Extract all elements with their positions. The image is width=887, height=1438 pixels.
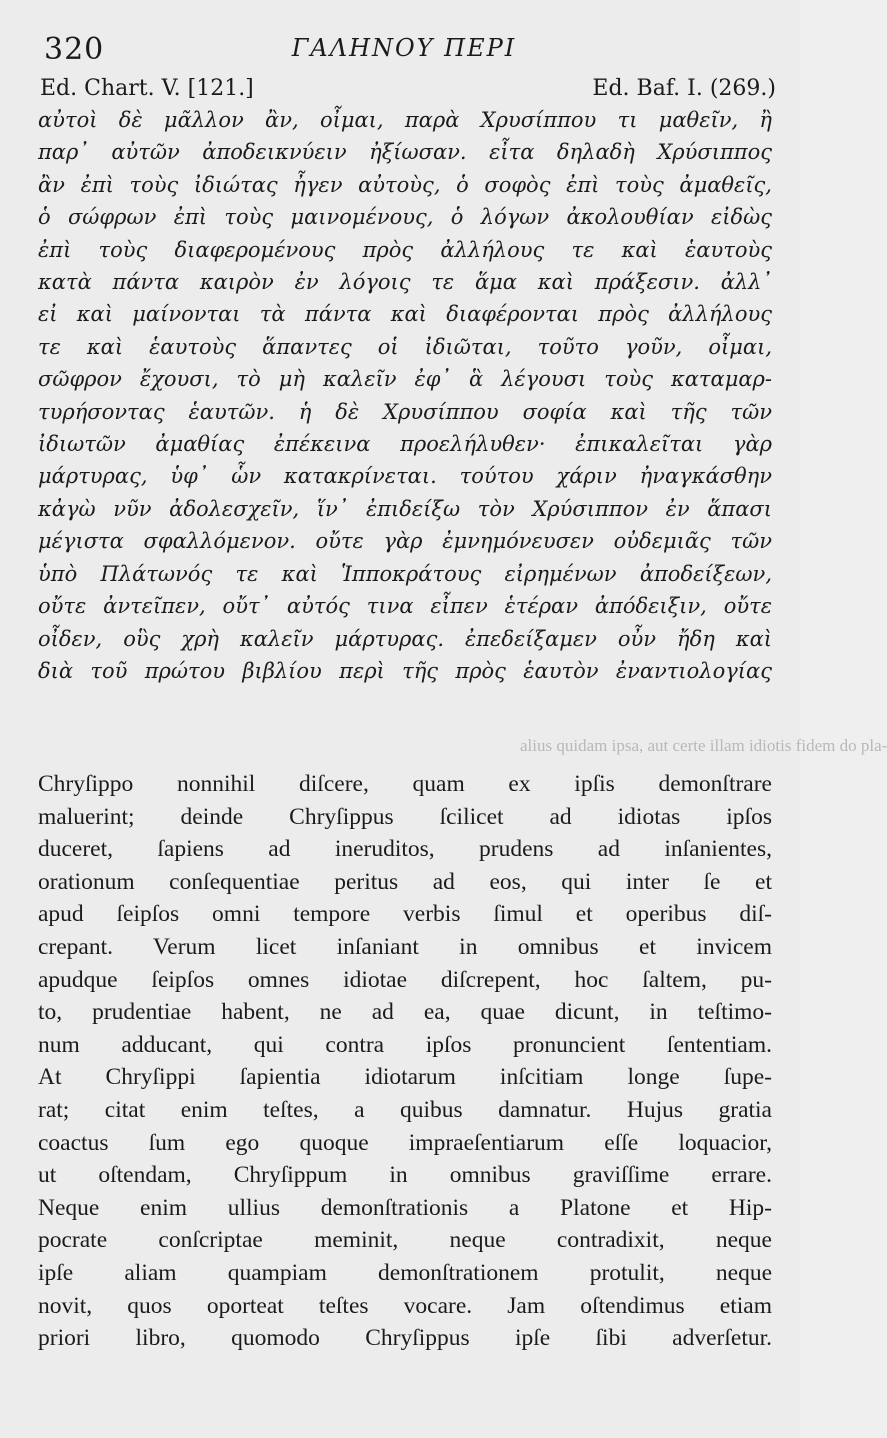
latin-line: pocrate conſcriptae meminit, neque contradixit, neque: [38, 1227, 772, 1254]
latin-line: maluerint; deinde Chryſippus ſcilicet ad idiotas ipſos: [38, 803, 772, 830]
greek-line: παρ᾽ αὐτῶν ἀποδεικνύειν ἠξίωσαν. εἶτα δηλαδὴ Χρύσιππος: [38, 140, 772, 165]
greek-line: μέγιστα σφαλλόμενον. οὔτε γὰρ ἐμνημόνευσεν οὐδεμιᾶς τῶν: [38, 529, 772, 554]
latin-line: apud ſeipſos omni tempore verbis ſimul et operibus diſ-: [38, 901, 772, 928]
running-title: ΓΑΛΗΝΟΥ ΠΕΡΙ: [291, 34, 517, 62]
latin-line: novit, quos oporteat teſtes vocare. Jam oſtendimus etiam: [38, 1292, 772, 1319]
greek-line: ὁ σώφρων ἐπὶ τοὺς μαινομένους, ὁ λόγων ἀκολουθίαν εἰδὼς: [38, 205, 772, 230]
greek-line: τυρήσοντας ἑαυτῶν. ἡ δὲ Χρυσίππου σοφία καὶ τῆς τῶν: [38, 399, 772, 424]
latin-line: ipſe aliam quampiam demonſtrationem protulit, neque: [38, 1259, 772, 1286]
latin-line: num adducant, qui contra ipſos pronuncient ſententiam.: [38, 1031, 772, 1058]
latin-text-block: [38, 768, 772, 1355]
edition-references: [40, 76, 776, 104]
latin-line: coactus ſum ego quoque impraeſentiarum eſſe loquacior,: [38, 1129, 772, 1156]
greek-line: εἰ καὶ μαίνονται τὰ πάντα καὶ διαφέρονται πρὸς ἀλλήλους: [38, 302, 772, 327]
greek-line: ὑπὸ Πλάτωνός τε καὶ Ἱπποκράτους εἰρημένων ἀποδείξεων,: [38, 561, 772, 586]
latin-line: duceret, ſapiens ad ineruditos, prudens ad inſanientes,: [38, 836, 772, 863]
page-header: [38, 28, 770, 68]
greek-line: ἰδιωτῶν ἀμαθίας ἐπέκεινα προελήλυθεν· ἐπικαλεῖται γὰρ: [38, 432, 772, 457]
latin-line: rat; citat enim teſtes, a quibus damnatur. Hujus gratia: [38, 1096, 772, 1123]
greek-line: οἶδεν, οὓς χρὴ καλεῖν μάρτυρας. ἐπεδείξαμεν οὖν ἤδη καὶ: [38, 626, 772, 651]
greek-line: κἀγὼ νῦν ἀδολεσχεῖν, ἵν᾽ ἐπιδείξω τὸν Χρύσιππον ἐν ἅπασι: [38, 496, 772, 521]
page-number: 320: [44, 32, 105, 67]
latin-line: priori libro, quomodo Chryſippus ipſe ſibi adverſetur.: [38, 1325, 772, 1352]
latin-line: crepant. Verum licet inſaniant in omnibus et invicem: [38, 933, 772, 960]
latin-line: to, prudentiae habent, ne ad ea, quae dicunt, in teſtimo-: [38, 999, 772, 1026]
greek-line: σῶφρον ἔχουσι, τὸ μὴ καλεῖν ἐφ᾽ ἃ λέγουσι τοὺς καταμαρ-: [38, 367, 772, 392]
latin-line: Chryſippo nonnihil diſcere, quam ex ipſis demonſtrare: [38, 771, 772, 797]
latin-line: orationum conſequentiae peritus ad eos, qui inter ſe et: [38, 868, 772, 895]
greek-line: τε καὶ ἑαυτοὺς ἅπαντες οἱ ἰδιῶται, τοῦτο γοῦν, οἶμαι,: [38, 334, 772, 359]
greek-line: αὐτοὶ δὲ μᾶλλον ἂν, οἶμαι, παρὰ Χρυσίππου τι μαθεῖν, ἢ: [38, 108, 772, 132]
bleed-through-text: alius quidam ipsa, aut certe illam idiotis fidem do pla-: [520, 736, 887, 755]
latin-line: At Chryſippi ſapientia idiotarum inſcitiam longe ſupe-: [38, 1064, 772, 1091]
greek-line: μάρτυρας, ὑφ᾽ ὧν κατακρίνεται. τούτου χάριν ἠναγκάσθην: [38, 464, 772, 489]
greek-line: διὰ τοῦ πρώτου βιβλίου περὶ τῆς πρὸς ἑαυτὸν ἐναντιολογίας: [38, 658, 772, 683]
greek-line: κατὰ πάντα καιρὸν ἐν λόγοις τε ἅμα καὶ πράξεσιν. ἀλλ᾽: [38, 270, 772, 295]
greek-line: ἐπὶ τοὺς διαφερομένους πρὸς ἀλλήλους τε καὶ ἑαυτοὺς: [38, 237, 772, 262]
latin-line: apudque ſeipſos omnes idiotae diſcrepent, hoc ſaltem, pu-: [38, 966, 772, 993]
greek-line: ἂν ἐπὶ τοὺς ἰδιώτας ἦγεν αὐτοὺς, ὁ σοφὸς ἐπὶ τοὺς ἀμαθεῖς,: [38, 172, 772, 197]
latin-line: Neque enim ullius demonſtrationis a Platone et Hip-: [38, 1194, 772, 1221]
edition-basel: Ed. Baf. I. (269.): [592, 76, 776, 101]
greek-text-block: [38, 104, 772, 687]
edition-chartier: Ed. Chart. V. [121.]: [40, 76, 254, 101]
greek-line: οὔτε ἀντεῖπεν, οὔτ᾽ αὐτός τινα εἶπεν ἑτέραν ἀπόδειξιν, οὔτε: [38, 594, 772, 619]
latin-line: ut oſtendam, Chryſippum in omnibus graviſſime errare.: [38, 1162, 772, 1189]
